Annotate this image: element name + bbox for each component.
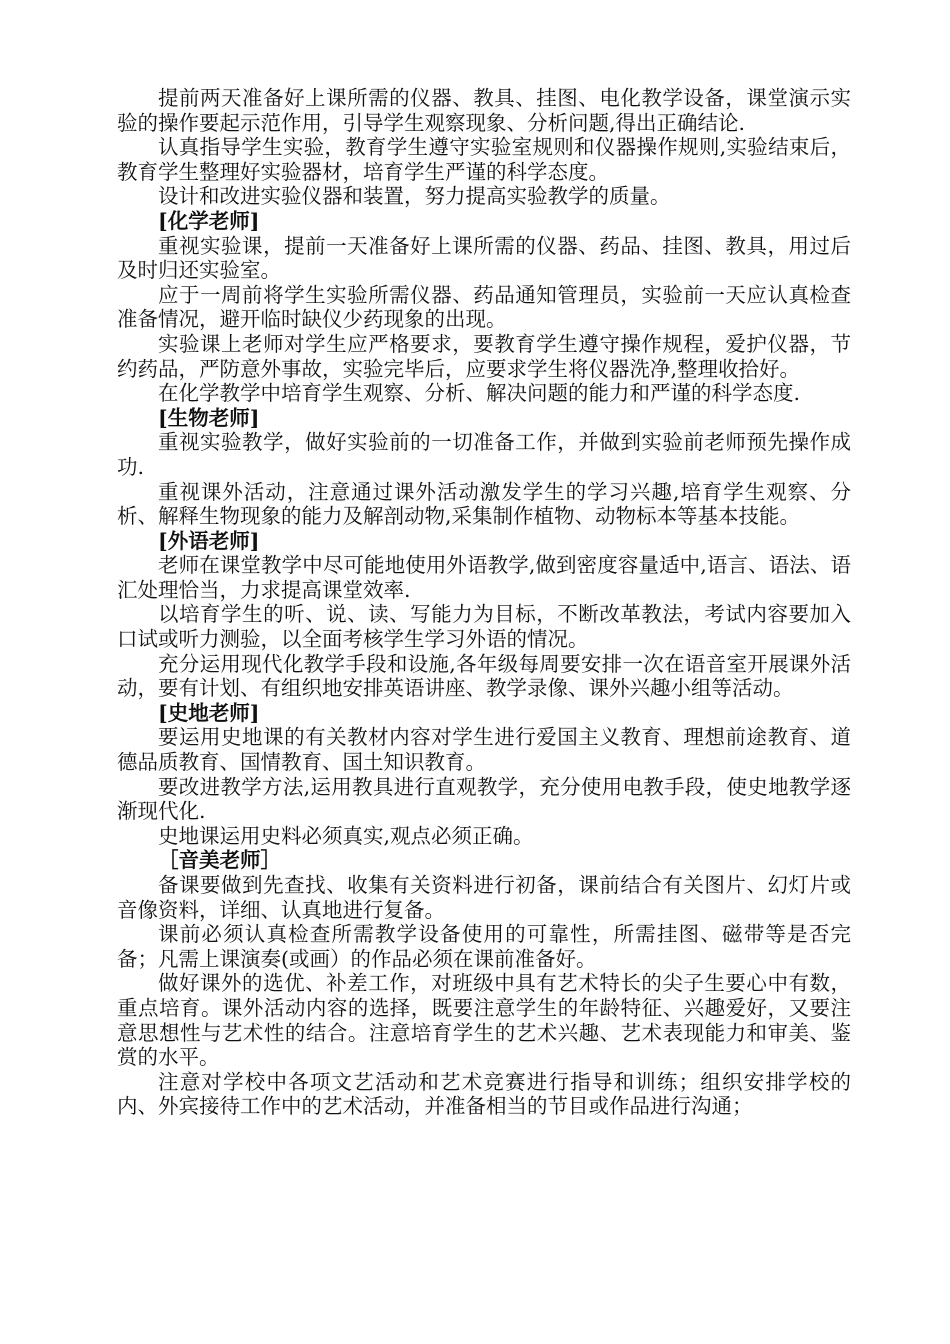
paragraph: 重视实验课，提前一天准备好上课所需的仪器、药品、挂图、教具，用过后及时归还实验室。	[117, 233, 851, 283]
paragraph: 以培育学生的听、说、读、写能力为目标，不断改革教法，考试内容要加入口试或听力测验，以全面考核学生学习外语的情况。	[117, 602, 851, 652]
paragraph: 重视实验教学，做好实验前的一切准备工作，并做到实验前老师预先操作成功.	[117, 430, 851, 479]
paragraph: 史地课运用史料必须真实,观点必须正确。	[158, 823, 534, 848]
paragraph: 在化学教学中培育学生观察、分析、解决问题的能力和严谨的科学态度.	[158, 381, 801, 406]
document-body	[117, 86, 851, 1119]
paragraph: 重视课外活动，注意通过课外活动激发学生的学习兴趣,培育学生观察、分析、解释生物现象的能力及解剖动物,采集制作植物、动物标本等基本技能。	[117, 479, 851, 529]
section-heading-biology: [生物老师]	[158, 405, 260, 430]
paragraph: 认真指导学生实验，教育学生遵守实验室规则和仪器操作规则,实验结束后，教育学生整理好实验器材，培育学生严谨的科学态度。	[117, 135, 851, 184]
paragraph: 应于一周前将学生实验所需仪器、药品通知管理员，实验前一天应认真检查准备情况，避开临时缺仪少药现象的出现。	[117, 282, 851, 332]
paragraph: 备课要做到先查找、收集有关资料进行初备，课前结合有关图片、幻灯片或音像资料，详细、认真地进行复备。	[117, 873, 851, 922]
paragraph: 做好课外的选优、补差工作，对班级中具有艺术特长的尖子生要心中有数，重点培育。课外活动内容的选择，既要注意学生的年龄特征、兴趣爱好，又要注意思想性与艺术性的结合。注意培育学生的艺术兴趣、艺术表现能力和审美、鉴赏的水平。	[117, 971, 851, 1070]
paragraph: 充分运用现代化教学手段和设施,各年级每周要安排一次在语音室开展课外活动，要有计划、有组织地安排英语讲座、教学录像、课外兴趣小组等活动。	[117, 651, 851, 701]
paragraph: 课前必须认真检查所需教学设备使用的可靠性，所需挂图、磁带等是否完备；凡需上课演奏(或画）的作品必须在课前准备好。	[117, 922, 851, 971]
section-heading-chemistry: [化学老师]	[158, 208, 260, 233]
paragraph: 提前两天准备好上课所需的仪器、教具、挂图、电化教学设备，课堂演示实验的操作要起示范作用，引导学生观察现象、分析问题,得出正确结论.	[117, 86, 851, 135]
paragraph: 实验课上老师对学生应严格要求，要教育学生遵守操作规程，爱护仪器，节约药品，严防意外事故，实验完毕后，应要求学生将仪器洗净,整理收拾好。	[117, 331, 851, 381]
section-heading-history-geography: [史地老师]	[158, 700, 260, 725]
paragraph: 老师在课堂教学中尽可能地使用外语教学,做到密度容量适中,语言、语法、语汇处理恰当，力求提高课堂效率.	[117, 553, 851, 602]
paragraph: 要运用史地课的有关教材内容对学生进行爱国主义教育、理想前途教育、道德品质教育、国情教育、国土知识教育。	[117, 725, 851, 775]
paragraph: 要改进教学方法,运用教具进行直观教学，充分使用电教手段，使史地教学逐渐现代化.	[117, 774, 851, 824]
paragraph: 注意对学校中各项文艺活动和艺术竞赛进行指导和训练；组织安排学校的内、外宾接待工作中的艺术活动，并准备相当的节目或作品进行沟通；	[117, 1069, 851, 1119]
paragraph: 设计和改进实验仪器和装置，努力提高实验教学的质量。	[158, 184, 671, 209]
section-heading-music-art: ［音美老师］	[158, 848, 281, 873]
section-heading-foreign-language: [外语老师]	[158, 528, 260, 553]
